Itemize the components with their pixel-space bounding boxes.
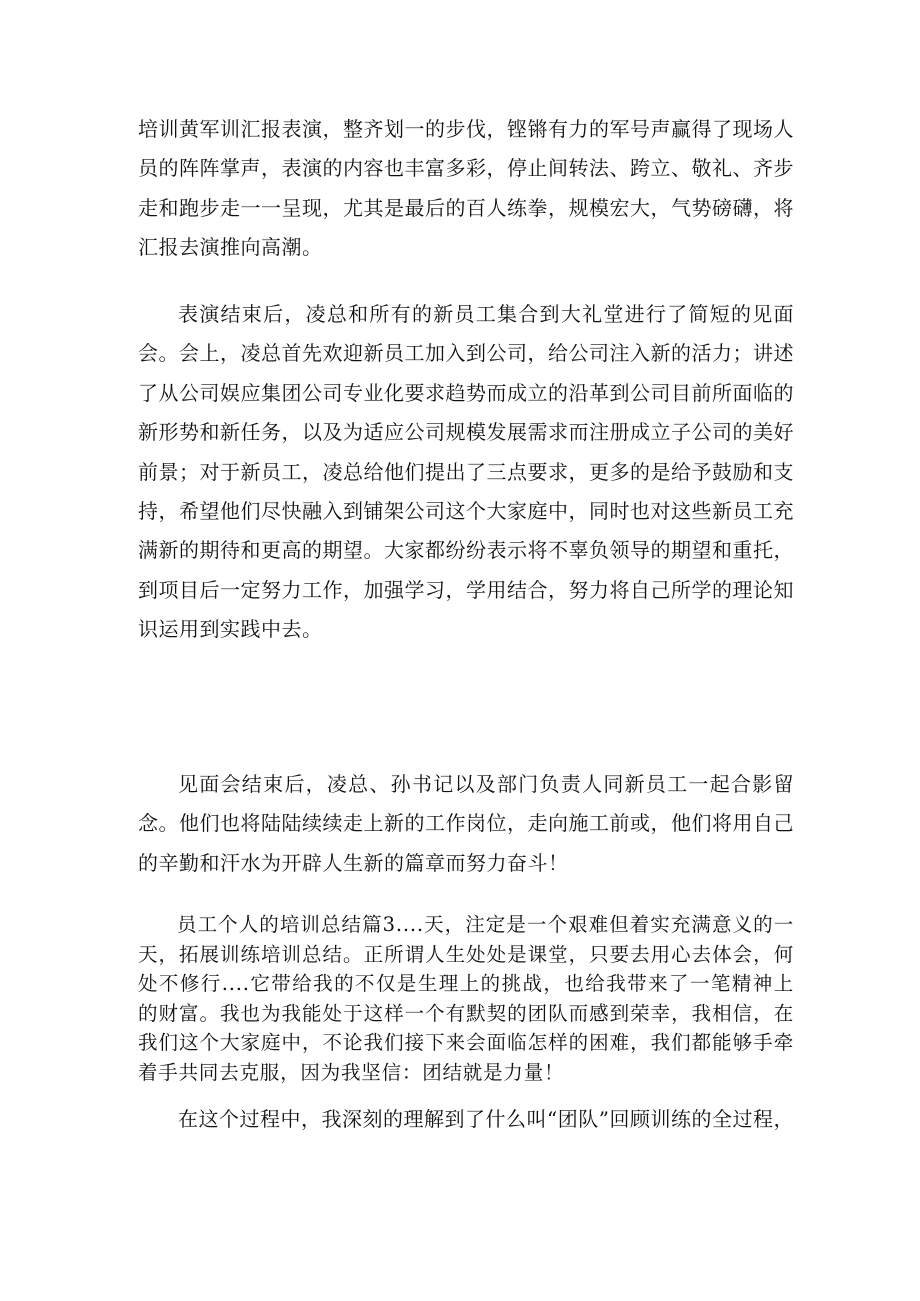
paragraph-welcome-meeting: 表演结束后，凌总和所有的新员工集合到大礼堂进行了简短的见面会。会上，凌总首先欢迎新员工加入到公司，给公司注入新的活力；讲述了从公司娱应集团公司专业化要求趋势而成立的沿革到公司目前所面临的新形势和新任务，以及为适应公司规模发展需求而注册成立子公司的美好前景；对于新员工，凌总给他们提出了三点要求，更多的是给予鼓励和支持，希望他们尽快融入到铺架公司这个大家庭中，同时也对这些新员工充满新的期待和更高的期望。大家都纷纷表示将不辜负领导的期望和重托，到项目后一定努力工作，加强学习，学用结合，努力将自己所学的理论知识运用到实践中去。 (138, 302, 794, 642)
paragraph-team-understanding: 在这个过程中，我深刻的理解到了什么叫“团队”回顾训练的全过程， (178, 1107, 794, 1131)
paragraph-training-summary-3: 员工个人的培训总结篇3....天，注定是一个艰难但着实充满意义的一天，拓展训练培训总结。正所谓人生处处是课堂，只要去用心去体会，何处不修行....它带给我的不仅是生理上的挑战，也给我带来了一笔精神上的财富。我也为我能处于这样一个有默契的团队而感到荣幸，我相信，在我们这个大家庭中，不论我们接下来会面临怎样的困难，我们都能够手牵着手共同去克服，因为我坚信：团结就是力量！ (138, 913, 794, 1084)
paragraph-military-drill-report: 培训黄军训汇报表演，整齐划一的步伐，铿锵有力的军号声赢得了现场人员的阵阵掌声，表演的内容也丰富多彩，停止间转法、跨立、敬礼、齐步走和跑步走一一呈现，尤其是最后的百人练拳，规模宏大，气势磅礴，将汇报去演推向高潮。 (138, 117, 794, 260)
paragraph-group-photo: 见面会结束后，凌总、孙书记以及部门负责人同新员工一起合影留念。他们也将陆陆续续走上新的工作岗位，走向施工前或，他们将用自己的辛勤和汗水为开辟人生新的篇章而努力奋斗！ (138, 772, 794, 875)
